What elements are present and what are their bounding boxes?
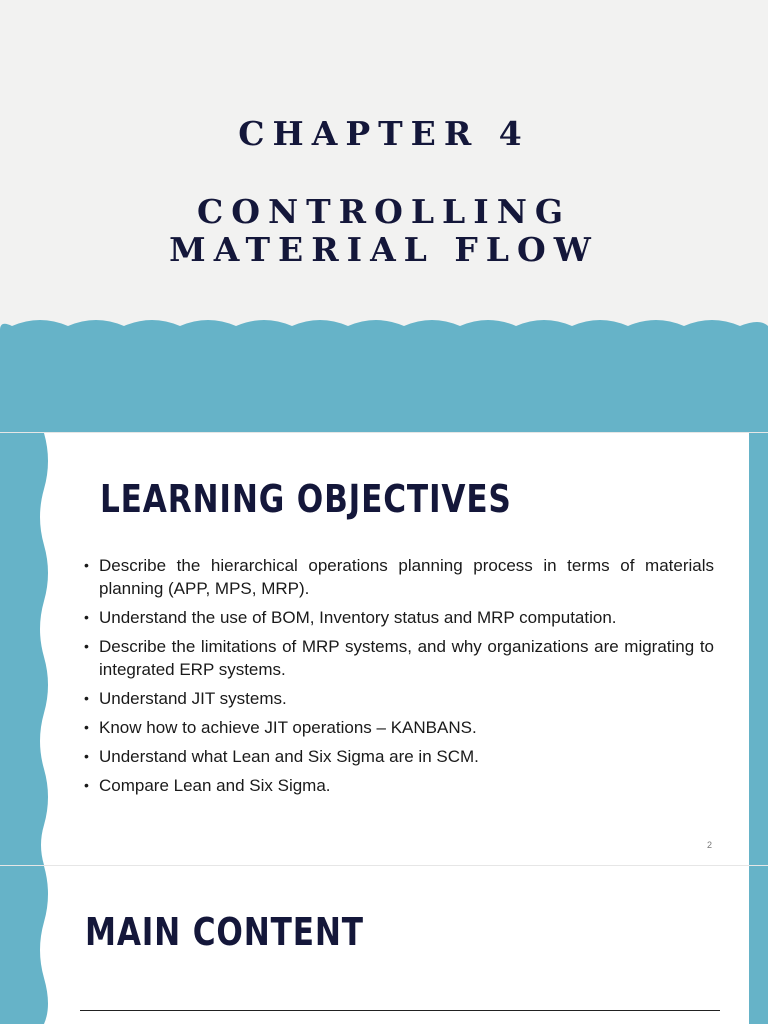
chapter-subtitle-line-1: CONTROLLING bbox=[196, 192, 572, 231]
objective-item: • Describe the limitations of MRP systems, and why organizations are migrating to integrated ERP systems. bbox=[84, 635, 714, 681]
objectives-list bbox=[84, 554, 714, 803]
side-wave-decoration bbox=[0, 866, 60, 1024]
chapter-title: CHAPTER 4 bbox=[238, 114, 530, 153]
title-slide bbox=[0, 0, 768, 432]
chapter-subtitle-line-2: MATERIAL FLOW bbox=[169, 230, 599, 269]
objective-item: • Compare Lean and Six Sigma. bbox=[84, 774, 714, 797]
side-wave-decoration bbox=[0, 433, 60, 865]
right-accent-bar bbox=[749, 433, 768, 865]
objective-item: • Understand JIT systems. bbox=[84, 687, 714, 710]
objective-item: • Describe the hierarchical operations planning process in terms of materials planning (APP, MPS, MRP). bbox=[84, 554, 714, 600]
page-number: 2 bbox=[707, 840, 713, 850]
objective-item: • Understand what Lean and Six Sigma are in SCM. bbox=[84, 745, 714, 768]
wave-decoration bbox=[0, 300, 768, 432]
objectives-heading: LEARNING OBJECTIVES bbox=[100, 477, 512, 521]
main-content-heading: MAIN CONTENT bbox=[85, 910, 364, 954]
objective-item: • Understand the use of BOM, Inventory status and MRP computation. bbox=[84, 606, 714, 629]
main-content-slide bbox=[0, 866, 768, 1024]
divider-line bbox=[80, 1010, 720, 1011]
right-accent-bar bbox=[749, 866, 768, 1024]
objective-item: • Know how to achieve JIT operations – KANBANS. bbox=[84, 716, 714, 739]
objectives-slide bbox=[0, 433, 768, 865]
